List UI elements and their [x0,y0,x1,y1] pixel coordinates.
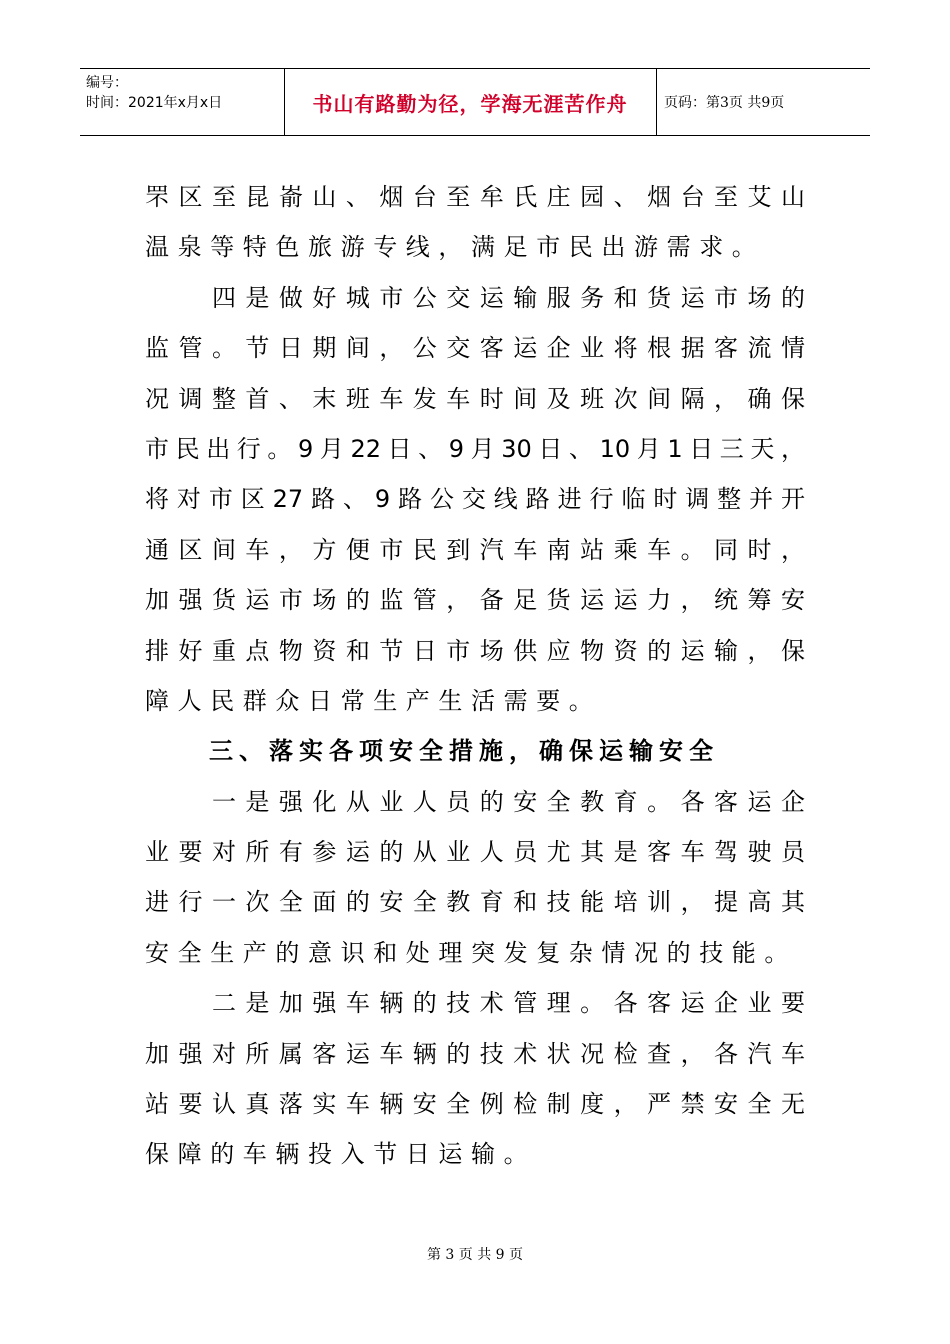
body-line: 二是加强车辆的技术管理。各客运企业要 [145,989,805,1018]
header-meta [86,73,222,113]
body-line: 加强对所属客运车辆的技术状况检查，各汽车 [145,1039,805,1068]
body-line: 将对市区27路、9路公交线路进行临时调整并开 [145,485,805,514]
body-line: 业要对所有参运的从业人员尤其是客车驾驶员 [145,838,805,867]
header-divider-right [656,69,657,135]
page-footer: 第 3 页 共 9 页 [426,1247,524,1263]
document-body [145,172,805,1180]
header-page-number: 页码：第3页 共9页 [664,95,785,111]
document-number-label: 编号： [86,75,128,91]
header-motto: 书山有路勤为径，学海无涯苦作舟 [312,91,628,116]
body-line: 四是做好城市公交运输服务和货运市场的 [145,283,805,312]
body-line: 安全生产的意识和处理突发复杂情况的技能。 [145,938,797,967]
body-line: 排好重点物资和节日市场供应物资的运输，保 [145,636,805,665]
body-line: 况调整首、末班车发车时间及班次间隔，确保 [145,384,805,413]
page-header [80,68,870,136]
body-line: 保障的车辆投入节日运输。 [145,1140,537,1169]
document-time-label: 时间：2021年x月x日 [86,95,223,111]
body-line: 站要认真落实车辆安全例检制度，严禁安全无 [145,1090,805,1119]
body-line: 监管。节日期间，公交客运企业将根据客流情 [145,334,805,363]
body-line: 加强货运市场的监管，备足货运运力，统筹安 [145,586,805,615]
section-heading: 三、落实各项安全措施，确保运输安全 [209,737,719,766]
body-line: 温泉等特色旅游专线，满足市民出游需求。 [145,233,765,262]
body-line: 障人民群众日常生产生活需要。 [145,686,602,715]
body-line: 一是强化从业人员的安全教育。各客运企 [145,787,805,816]
body-line: 罘区至昆嵛山、烟台至牟氏庄园、烟台至艾山 [145,183,805,211]
body-line: 进行一次全面的安全教育和技能培训，提高其 [145,888,805,917]
body-line: 通区间车，方便市民到汽车南站乘车。同时， [145,535,805,564]
body-line: 市民出行。9月22日、9月30日、10月1日三天， [145,434,805,463]
